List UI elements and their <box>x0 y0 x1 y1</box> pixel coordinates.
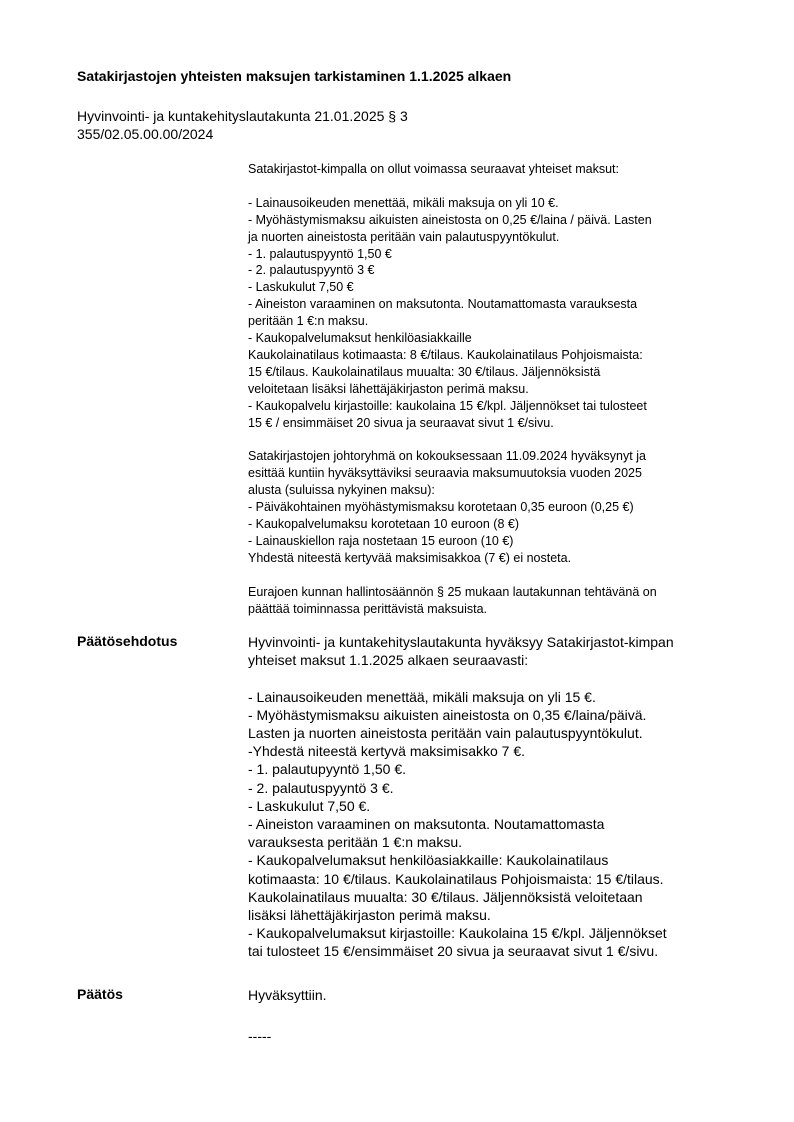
proposed-fees-list <box>248 688 730 961</box>
proposed-fee-line: - Laskukulut 7,50 €. <box>248 797 371 814</box>
current-fee-line: - Laskukulut 7,50 € <box>248 280 354 295</box>
proposed-fee-line: -Yhdestä niteestä kertyvä maksimisakko 7 €. <box>248 743 526 760</box>
background-section <box>248 161 730 617</box>
background-intro: Satakirjastot-kimpalla on ollut voimassa seuraavat yhteiset maksut: <box>248 162 619 176</box>
decision-label: Päätös <box>77 986 123 1002</box>
proposed-fee-line: Lasten ja nuorten aineistosta peritään vain palautuspyyntökulut. <box>248 725 643 741</box>
proposed-fee-line: - Kaukopalvelumaksut henkilöasiakkaille: Kaukolainatilaus <box>248 852 609 869</box>
steering-group-line: Satakirjastojen johtoryhmä on kokouksessaan 11.09.2024 hyväksynyt ja <box>248 449 646 464</box>
end-marker: ----- <box>248 1028 272 1045</box>
board-meeting-line: Hyvinvointi- ja kuntakehityslautakunta 21.01.2025 § 3 <box>77 108 408 124</box>
proposed-fee-line: - Myöhästymismaksu aikuisten aineistosta on 0,35 €/laina/päivä. <box>248 706 647 723</box>
steering-group-paragraph <box>248 448 730 566</box>
current-fee-line: Kaukolainatilaus kotimaasta: 8 €/tilaus. Kaukolainatilaus Pohjoismaista: <box>248 347 643 362</box>
steering-group-line: Yhdestä niteestä kertyvää maksimisakkoa (7 €) ei nosteta. <box>248 550 572 565</box>
steering-group-line: esittää kuntiin hyväksyttäviksi seuraavia maksumuutoksia vuoden 2025 <box>248 466 642 481</box>
proposed-fee-line: - Lainausoikeuden menettää, mikäli maksuja on yli 15 €. <box>248 688 596 705</box>
current-fee-line: - Lainausoikeuden menettää, mikäli maksuja on yli 10 €. <box>248 195 559 210</box>
current-fee-line: 15 € / ensimmäiset 20 sivua ja seuraavat sivut 1 €/sivu. <box>248 415 554 430</box>
current-fee-line: peritään 1 €:n maksu. <box>248 314 369 329</box>
proposed-fee-line: - Kaukopalvelumaksut kirjastoille: Kaukolaina 15 €/kpl. Jäljennökset <box>248 925 667 942</box>
regulation-line: Eurajoen kunnan hallintosäännön § 25 mukaan lautakunnan tehtävänä on <box>248 584 657 599</box>
current-fees-list <box>248 195 730 432</box>
current-fee-line: - Aineiston varaaminen on maksutonta. Noutamattomasta varauksesta <box>248 297 638 312</box>
current-fee-line: ja nuorten aineistosta peritään vain palautuspyyntökulut. <box>248 229 560 244</box>
proposed-fee-line: kotimaasta: 10 €/tilaus. Kaukolainatilaus Pohjoismaista: 15 €/tilaus. <box>248 870 664 887</box>
proposal-section <box>248 633 730 961</box>
proposal-intro-line: Hyvinvointi- ja kuntakehityslautakunta hyväksyy Satakirjastot-kimpan <box>248 634 674 650</box>
current-fee-line: - Kaukopalvelu kirjastoille: kaukolaina 15 €/kpl. Jäljennökset tai tulosteet <box>248 398 647 413</box>
steering-group-line: alusta (suluissa nykyinen maksu): <box>248 483 435 498</box>
decision-section <box>248 986 730 1045</box>
steering-group-line: - Päiväkohtainen myöhästymismaksu korotetaan 0,35 euroon (0,25 €) <box>248 500 634 515</box>
steering-group-line: - Lainauskiellon raja nostetaan 15 euroon (10 €) <box>248 533 514 548</box>
record-number: 355/02.05.00.00/2024 <box>77 126 214 142</box>
proposed-fee-line: varauksesta peritään 1 €:n maksu. <box>248 834 463 851</box>
proposed-fee-line: tai tulosteet 15 €/ensimmäiset 20 sivua ja seuraavat sivut 1 €/sivu. <box>248 943 659 960</box>
proposed-fee-line: - 1. palautupyyntö 1,50 €. <box>248 761 406 778</box>
page-title: Satakirjastojen yhteisten maksujen tarkistaminen 1.1.2025 alkaen <box>77 68 512 84</box>
document-meta <box>77 107 408 143</box>
steering-group-line: - Kaukopalvelumaksu korotetaan 10 euroon (8 €) <box>248 517 519 531</box>
current-fee-line: 15 €/tilaus. Kaukolainatilaus muualta: 30 €/tilaus. Jäljennöksistä <box>248 364 601 379</box>
current-fee-line: veloitetaan lisäksi lähettäjäkirjaston perimä maksu. <box>248 381 529 396</box>
regulation-paragraph <box>248 584 730 618</box>
proposal-intro-line: yhteiset maksut 1.1.2025 alkaen seuraavasti: <box>248 652 529 669</box>
decision-text: Hyväksyttiin. <box>248 987 327 1003</box>
current-fee-line: - 2. palautuspyyntö 3 € <box>248 263 375 278</box>
regulation-line: päättää toiminnassa perittävistä maksuista. <box>248 601 488 616</box>
proposal-label: Päätösehdotus <box>77 633 178 649</box>
proposed-fee-line: Kaukolainatilaus muualta: 30 €/tilaus. Jäljennöksistä veloitetaan <box>248 888 643 905</box>
current-fee-line: - 1. palautuspyyntö 1,50 € <box>248 246 392 261</box>
proposed-fee-line: - 2. palautuspyyntö 3 €. <box>248 779 394 796</box>
proposed-fee-line: - Aineiston varaaminen on maksutonta. Noutamattomasta <box>248 816 605 833</box>
current-fee-line: - Kaukopalvelumaksut henkilöasiakkaille <box>248 331 472 346</box>
proposed-fee-line: lisäksi lähettäjäkirjaston perimä maksu. <box>248 907 491 924</box>
current-fee-line: - Myöhästymismaksu aikuisten aineistosta on 0,25 €/laina / päivä. Lasten <box>248 212 652 227</box>
